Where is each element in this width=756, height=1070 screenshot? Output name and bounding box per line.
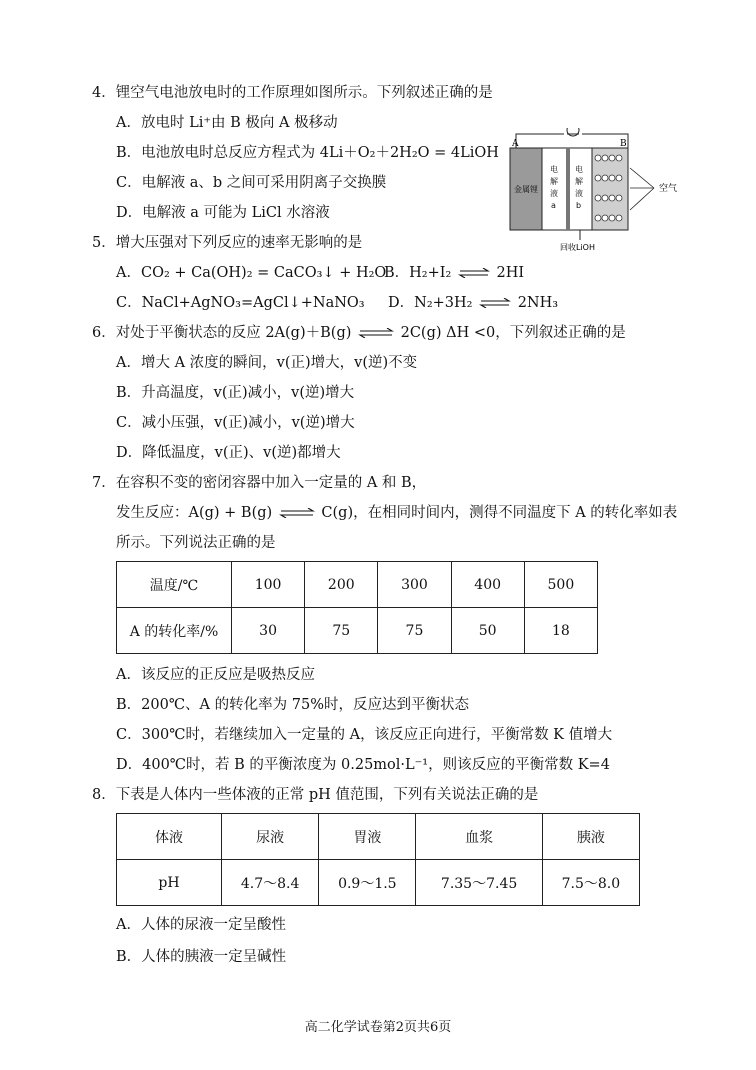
table-cell: 400 xyxy=(451,562,524,608)
air-label: 空气 xyxy=(659,184,678,194)
electrode-b-label: B xyxy=(620,139,627,149)
table-cell: 30 xyxy=(232,608,305,654)
table-cell: 体液 xyxy=(117,814,222,860)
bulb-icon xyxy=(567,128,579,136)
q5-option-c: C．NaCl+AgNO₃=AgCl↓+NaNO₃ xyxy=(116,295,365,311)
q7-stem2-left: 发生反应：A(g) + B(g) xyxy=(116,505,273,521)
table-cell: 胰液 xyxy=(542,814,639,860)
q5-option-d xyxy=(388,293,558,313)
table-cell: 血浆 xyxy=(416,814,542,860)
table-cell: 500 xyxy=(524,562,597,608)
q5-option-d-left: D．N₂+3H₂ xyxy=(388,295,473,311)
q7-temperature-table xyxy=(116,561,598,654)
recover-lioh-label: 回收LiOH xyxy=(560,243,595,252)
q8-stem: 8．下表是人体内一些体液的正常 pH 值范围，下列有关说法正确的是 xyxy=(92,787,539,803)
q4-option-d: D．电解液 a 可能为 LiCl 水溶液 xyxy=(116,205,330,221)
metal-label: 金属锂 xyxy=(514,185,538,194)
electrolyte-a-label: 电解液 a xyxy=(550,165,558,210)
table-row xyxy=(117,860,640,906)
table-cell: 胃液 xyxy=(319,814,416,860)
electrolyte-b-label: 电解液 b xyxy=(575,165,583,210)
page-footer: 高二化学试卷第2页共6页 xyxy=(304,1020,452,1035)
q7-stem-line3: 所示。下列说法正确的是 xyxy=(116,535,276,551)
q6-stem-right: 2C(g) ΔH <0，下列叙述正确的是 xyxy=(400,325,626,341)
q4-option-b: B．电池放电时总反应方程式为 4Li＋O₂＋2H₂O = 4LiOH xyxy=(116,145,499,161)
q4-stem: 4．锂空气电池放电时的工作原理如图所示。下列叙述正确的是 xyxy=(92,85,493,101)
table-row xyxy=(117,814,640,860)
q5-stem: 5．增大压强对下列反应的速率无影响的是 xyxy=(92,235,363,251)
table-cell: 温度/℃ xyxy=(117,562,232,608)
table-cell: pH xyxy=(117,860,222,906)
q7-stem2-right: C(g)，在相同时间内，测得不同温度下 A 的转化率如表 xyxy=(321,505,678,521)
q7-option-c: C．300℃时，若继续加入一定量的 A，该反应正向进行，平衡常数 K 值增大 xyxy=(116,727,613,743)
q7-stem-line2 xyxy=(116,503,677,523)
q6-stem xyxy=(92,323,626,343)
table-row xyxy=(117,562,598,608)
table-cell: 18 xyxy=(524,608,597,654)
q5-option-b-left: B．H₂+I₂ xyxy=(384,265,452,281)
table-cell: 尿液 xyxy=(222,814,319,860)
equilibrium-arrow-icon xyxy=(358,328,394,338)
q6-stem-left: 6．对处于平衡状态的反应 2A(g)＋B(g) xyxy=(92,325,352,341)
table-cell: 100 xyxy=(232,562,305,608)
equilibrium-arrow-icon xyxy=(458,268,490,278)
table-cell: 50 xyxy=(451,608,524,654)
q5-option-b xyxy=(384,263,524,283)
table-cell: A 的转化率/% xyxy=(117,608,232,654)
q4-option-a: A．放电时 Li⁺由 B 极向 A 极移动 xyxy=(116,115,338,131)
equilibrium-arrow-icon xyxy=(279,508,315,518)
q7-option-a: A．该反应的正反应是吸热反应 xyxy=(116,667,315,683)
q7-option-b: B．200℃、A 的转化率为 75%时，反应达到平衡状态 xyxy=(116,697,469,713)
q5-option-b-right: 2HI xyxy=(496,265,525,281)
table-cell: 300 xyxy=(378,562,451,608)
q8-option-a: A．人体的尿液一定呈酸性 xyxy=(116,917,286,933)
q6-option-b: B．升高温度，v(正)减小，v(逆)增大 xyxy=(116,385,355,401)
q6-option-c: C．减小压强，v(正)减小，v(逆)增大 xyxy=(116,415,355,431)
table-cell: 7.5～8.0 xyxy=(542,860,639,906)
q5-option-a: A．CO₂ + Ca(OH)₂ = CaCO₃↓ + H₂O xyxy=(116,265,387,281)
q6-option-d: D．降低温度，v(正)、v(逆)都增大 xyxy=(116,445,341,461)
table-cell: 75 xyxy=(378,608,451,654)
table-cell: 4.7～8.4 xyxy=(222,860,319,906)
q8-ph-table xyxy=(116,813,640,906)
q4-option-c: C．电解液 a、b 之间可采用阴离子交换膜 xyxy=(116,175,387,191)
table-cell: 0.9～1.5 xyxy=(319,860,416,906)
battery-diagram xyxy=(504,128,694,253)
membrane xyxy=(566,148,570,230)
table-cell: 200 xyxy=(305,562,378,608)
electrode-a-label: A xyxy=(512,139,519,149)
table-cell: 7.35～7.45 xyxy=(416,860,542,906)
q5-option-d-right: 2NH₃ xyxy=(517,295,559,311)
q6-option-a: A．增大 A 浓度的瞬间，v(正)增大，v(逆)不变 xyxy=(116,355,418,371)
table-row xyxy=(117,608,598,654)
q7-stem-line1: 7．在容积不变的密闭容器中加入一定量的 A 和 B， xyxy=(92,475,427,491)
q7-option-d: D．400℃时，若 B 的平衡浓度为 0.25mol·L⁻¹，则该反应的平衡常数 K=4 xyxy=(116,757,610,773)
table-cell: 75 xyxy=(305,608,378,654)
equilibrium-arrow-icon xyxy=(479,298,511,308)
q8-option-b: B．人体的胰液一定呈碱性 xyxy=(116,949,287,965)
